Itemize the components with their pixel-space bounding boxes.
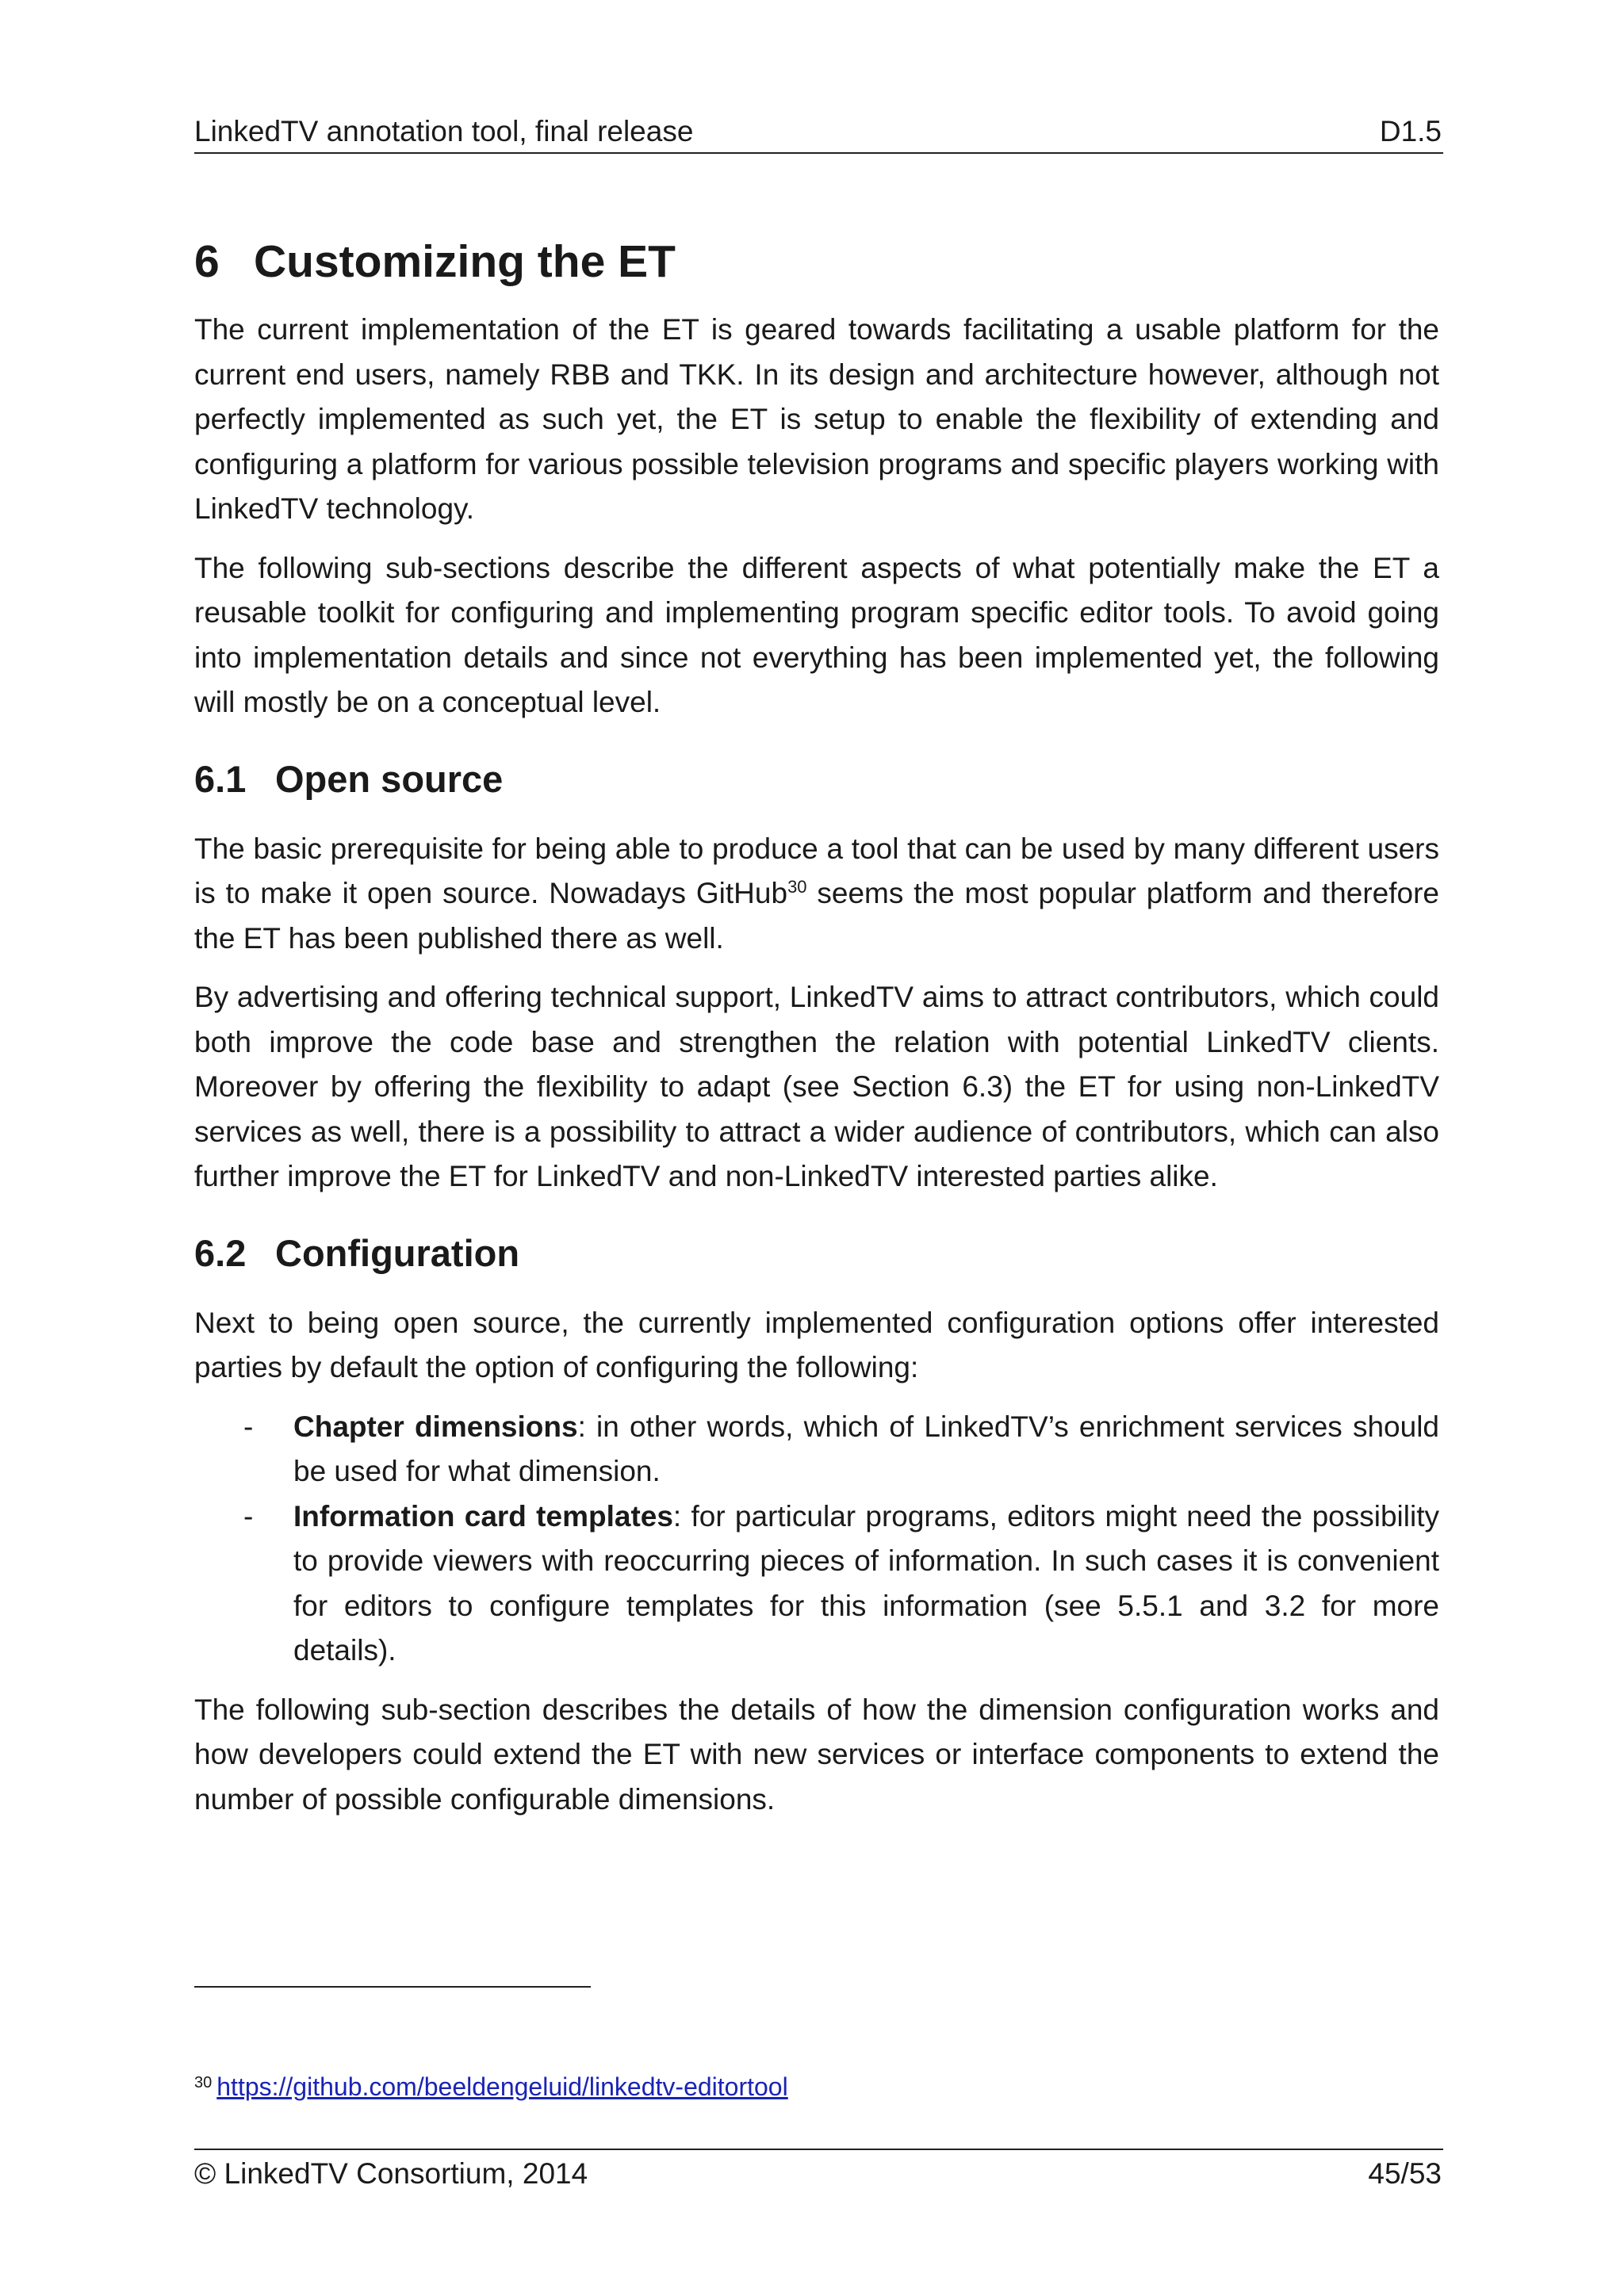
footnote-number: 30 xyxy=(194,2074,213,2091)
section-6-1-title: Open source xyxy=(275,757,504,800)
section-6-1-number: 6.1 xyxy=(194,757,247,800)
section-6-number: 6 xyxy=(194,236,220,287)
page-content xyxy=(194,222,1439,1822)
footer-copyright: © LinkedTV Consortium, 2014 xyxy=(194,2157,588,2190)
footnote-ref-30[interactable]: 30 xyxy=(787,877,807,897)
list-item-text: : for particular programs, editors might need the possibility to provide viewers with reoccurring pieces of information. In such cases it is convenient for editors to configure templates for this information (see 5.5.1 and 3.2 for more details). xyxy=(293,1499,1439,1667)
section-6-1-paragraph-1-text-cont: seems the most popular platform and therefore the ET has been published there as well. xyxy=(194,877,1439,955)
list-item-chapter-dimensions xyxy=(194,1405,1439,1494)
section-6-2-paragraph-1: Next to being open source, the currently implemented configuration options offer interested parties by default the option of configuring the following: xyxy=(194,1306,1439,1383)
section-6-heading xyxy=(194,222,1439,301)
list-item-text: : in other words, which of LinkedTV’s enrichment services should be used for what dimension. xyxy=(293,1410,1439,1487)
section-6-2-title: Configuration xyxy=(275,1231,520,1274)
footnote-link-github[interactable]: https://github.com/beeldengeluid/linkedtv-editortool xyxy=(216,2072,788,2101)
footer-page-number: 45/53 xyxy=(1368,2157,1442,2190)
section-6-2-heading xyxy=(194,1222,1439,1285)
header-doc-id: D1.5 xyxy=(1379,115,1442,147)
page-footer xyxy=(194,2149,1443,2198)
section-6-paragraph-2: The following sub-sections describe the different aspects of what potentially make the ET a reusable toolkit for configuring and implementing program specific editor tools. To avoid going into implementation details and since not everything has been implemented yet, the following will mostly be on a conceptual level. xyxy=(194,551,1439,718)
list-item-term: Chapter dimensions xyxy=(293,1410,578,1443)
list-item-information-card-templates xyxy=(194,1494,1439,1674)
section-6-2-paragraph-2: The following sub-section describes the details of how the dimension configuration works and how developers could extend the ET with new services or interface components to extend the number of possible configurable dimensions. xyxy=(194,1693,1439,1816)
configuration-options-list xyxy=(194,1405,1439,1674)
section-6-2-number: 6.2 xyxy=(194,1231,247,1274)
list-dash: - xyxy=(243,1499,254,1533)
section-6-1-paragraph-1-text: The basic prerequisite for being able to produce a tool that can be used by many different users is to make it open source. Nowadays GitHub xyxy=(194,832,1439,909)
list-dash: - xyxy=(243,1410,254,1443)
section-6-paragraph-1: The current implementation of the ET is geared towards facilitating a usable platform for the current end users, namely RBB and TKK. In its design and architecture however, although not perfectly implemented as such yet, the ET is setup to enable the flexibility of extending and configuring a platform for various possible television programs and specific players working with LinkedTV technology. xyxy=(194,313,1439,525)
section-6-1-paragraph-2: By advertising and offering technical support, LinkedTV aims to attract contributors, which could both improve the code base and strengthen the relation with potential LinkedTV clients. Moreover by offering the flexibility to adapt (see Section 6.3) the ET for using non-LinkedTV services as well, there is a possibility to attract a wider audience of contributors, which can also further improve the ET for LinkedTV and non-LinkedTV interested parties alike. xyxy=(194,981,1439,1192)
list-item-term: Information card templates xyxy=(293,1499,673,1533)
section-6-1-heading xyxy=(194,748,1439,811)
footnote-30 xyxy=(194,2069,788,2104)
header-doc-title: LinkedTV annotation tool, final release xyxy=(194,115,694,147)
section-6-title: Customizing the ET xyxy=(254,236,676,287)
page-header xyxy=(194,111,1443,154)
section-6-1-paragraph-1 xyxy=(194,827,1439,962)
footnote-separator xyxy=(194,1986,591,1988)
